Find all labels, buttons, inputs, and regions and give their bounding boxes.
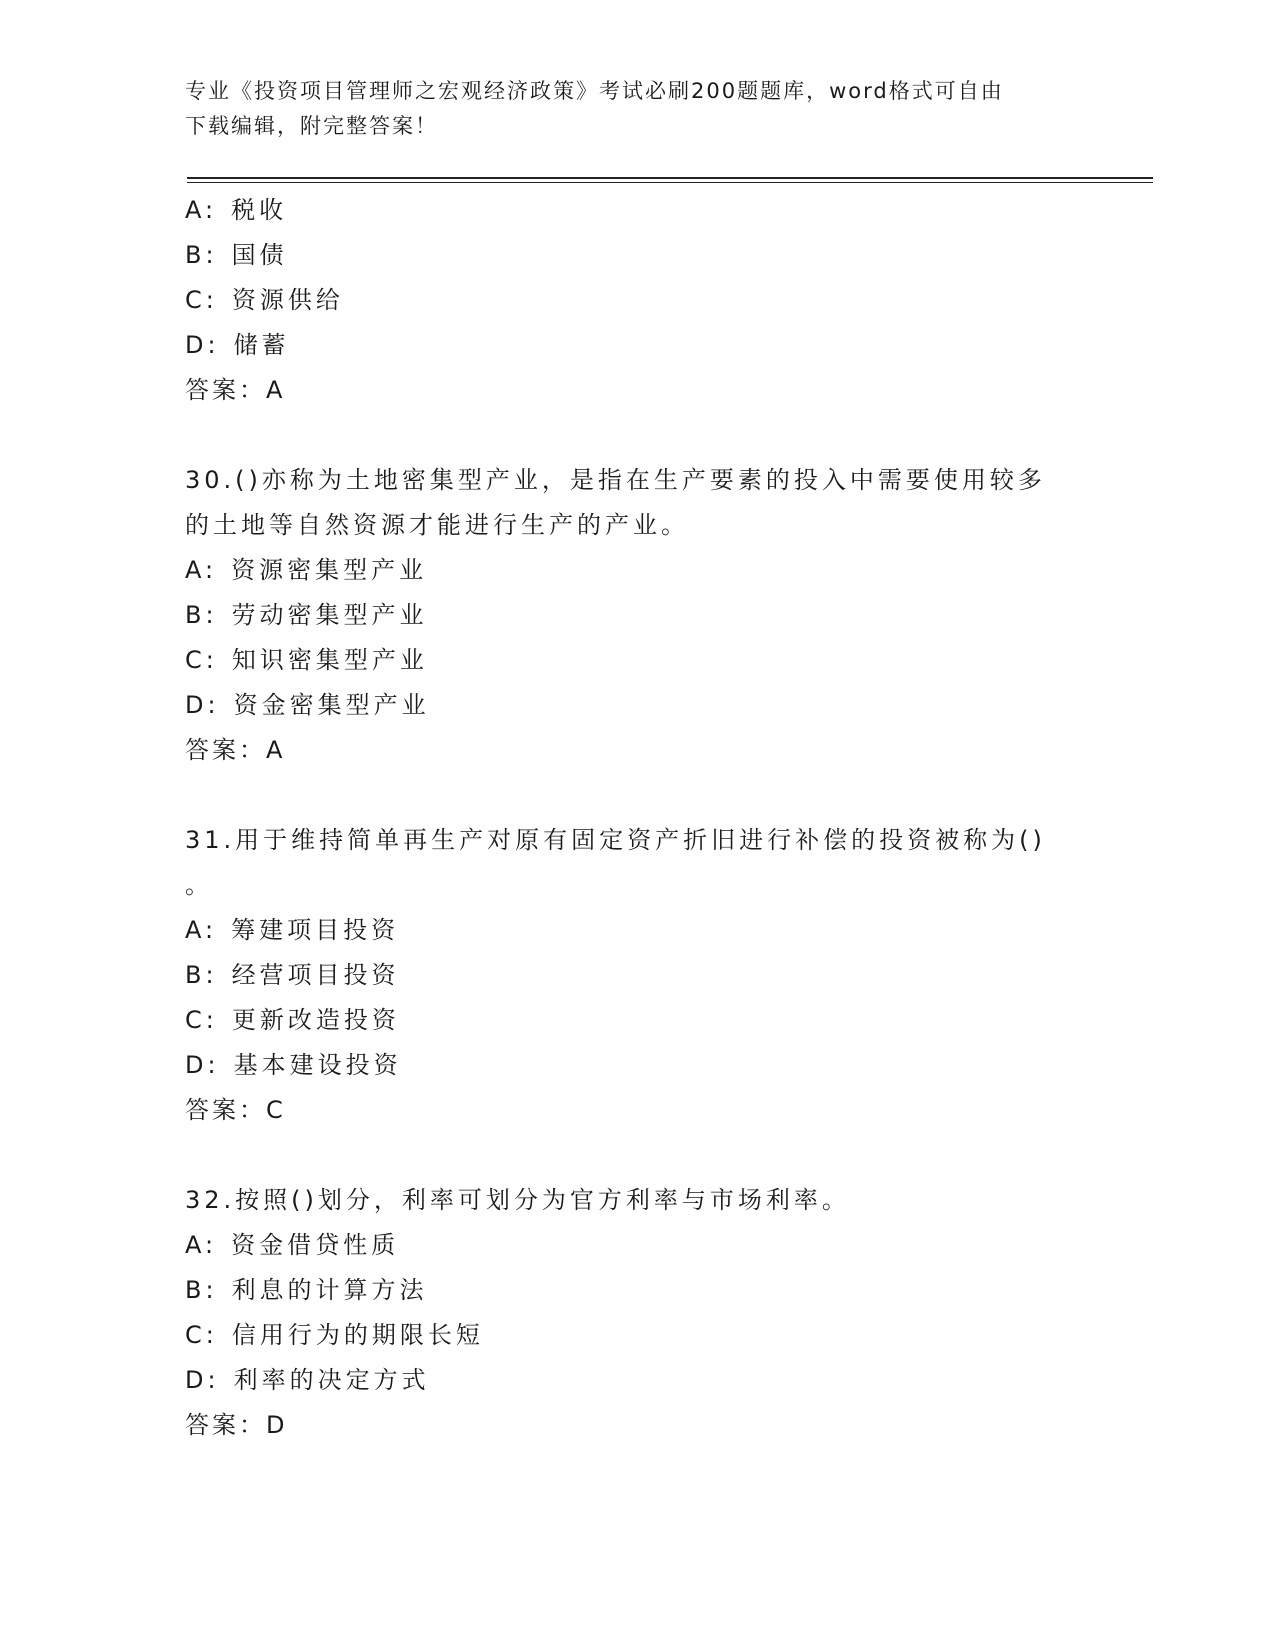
- option-b: B: 利息的计算方法: [185, 1276, 428, 1304]
- question-32-stem-line-1: 32.按照()划分，利率可划分为官方利率与市场利率。: [185, 1186, 850, 1214]
- answer: 答案：A: [185, 376, 286, 404]
- option-d: D: 资金密集型产业: [185, 691, 430, 719]
- header-divider-thin: [187, 182, 1153, 183]
- option-b: B: 经营项目投资: [185, 961, 400, 989]
- question-31-stem-line-2: 。: [185, 871, 213, 899]
- option-b: B: 劳动密集型产业: [185, 601, 428, 629]
- option-d: D: 利率的决定方式: [185, 1366, 430, 1394]
- question-30-stem-line-1: 30.()亦称为土地密集型产业，是指在生产要素的投入中需要使用较多: [185, 466, 1046, 494]
- header-divider-thick: [187, 177, 1153, 179]
- answer: 答案：A: [185, 736, 286, 764]
- document-header: [185, 74, 1065, 144]
- option-c: C: 知识密集型产业: [185, 646, 428, 674]
- option-c: C: 资源供给: [185, 286, 344, 314]
- option-c: C: 信用行为的期限长短: [185, 1321, 484, 1349]
- option-d: D: 储蓄: [185, 331, 290, 359]
- answer: 答案：D: [185, 1411, 288, 1439]
- question-30-stem-line-2: 的土地等自然资源才能进行生产的产业。: [185, 511, 689, 539]
- option-a: A: 资金借贷性质: [185, 1231, 400, 1259]
- option-a: A: 税收: [185, 196, 288, 224]
- header-line-1: 专业《投资项目管理师之宏观经济政策》考试必刷200题题库，word格式可自由: [185, 79, 1004, 103]
- option-d: D: 基本建设投资: [185, 1051, 402, 1079]
- answer: 答案：C: [185, 1096, 286, 1124]
- header-line-2: 下载编辑，附完整答案！: [185, 114, 438, 138]
- question-31-stem-line-1: 31.用于维持简单再生产对原有固定资产折旧进行补偿的投资被称为(): [185, 826, 1046, 854]
- option-a: A: 筹建项目投资: [185, 916, 400, 944]
- option-c: C: 更新改造投资: [185, 1006, 400, 1034]
- option-b: B: 国债: [185, 241, 288, 269]
- option-a: A: 资源密集型产业: [185, 556, 428, 584]
